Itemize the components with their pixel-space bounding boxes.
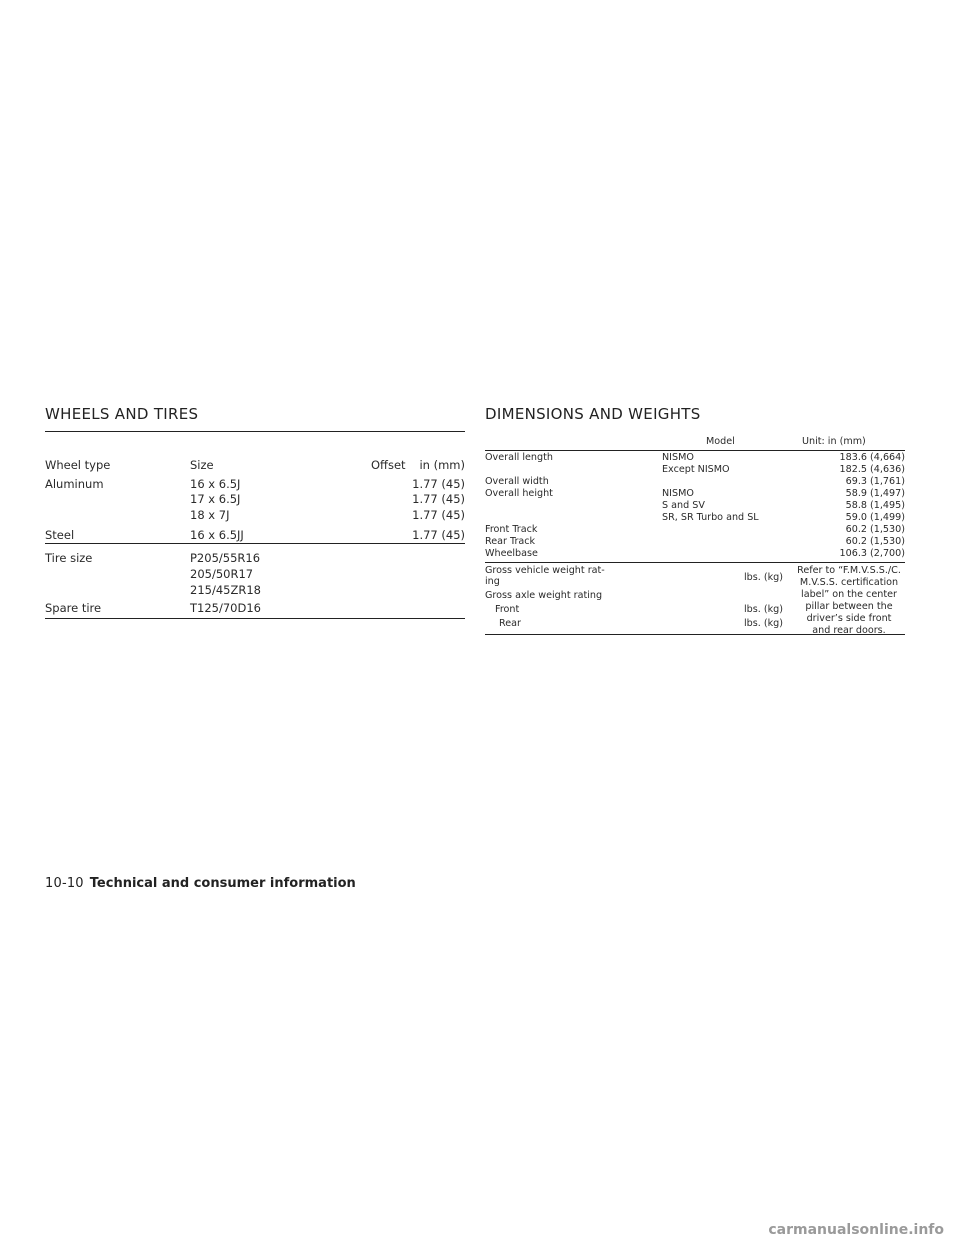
overall-height-model: S and SV bbox=[662, 500, 705, 511]
aluminum-size: 18 x 7J bbox=[190, 508, 230, 522]
overall-height-value: 58.9 (1,497) bbox=[845, 488, 905, 499]
dimensions-header-rule bbox=[485, 450, 905, 451]
aluminum-size: 17 x 6.5J bbox=[190, 492, 241, 506]
note-line: driver’s side front bbox=[806, 613, 892, 624]
gawr-rear-unit: lbs. (kg) bbox=[744, 618, 783, 629]
gawr-rear-label: Rear bbox=[499, 618, 521, 629]
aluminum-offset: 1.77 (45) bbox=[412, 477, 465, 491]
note-line: Refer to “F.M.V.S.S./C. bbox=[797, 565, 901, 576]
page-footer bbox=[45, 876, 356, 891]
steel-offset: 1.77 (45) bbox=[412, 528, 465, 542]
front-track-label: Front Track bbox=[485, 524, 538, 535]
header-unit: Unit: in (mm) bbox=[802, 436, 866, 447]
tire-size-value: 205/50R17 bbox=[190, 567, 254, 581]
overall-length-value: 183.6 (4,664) bbox=[839, 452, 905, 463]
overall-height-model: SR, SR Turbo and SL bbox=[662, 512, 759, 523]
header-wheel-type: Wheel type bbox=[45, 458, 111, 472]
header-model: Model bbox=[706, 436, 735, 447]
gawr-front-unit: lbs. (kg) bbox=[744, 604, 783, 615]
gvwr-label-cont: ing bbox=[485, 576, 500, 587]
note-line: label” on the center bbox=[801, 589, 897, 600]
overall-length-value: 182.5 (4,636) bbox=[839, 464, 905, 475]
wheelbase-label: Wheelbase bbox=[485, 548, 538, 559]
note-line: pillar between the bbox=[805, 601, 893, 612]
wheels-top-rule bbox=[45, 431, 465, 432]
steel-size: 16 x 6.5JJ bbox=[190, 528, 244, 542]
header-offset: Offset bbox=[371, 458, 406, 472]
certification-label-note bbox=[790, 565, 908, 637]
spare-tire-size: T125/70D16 bbox=[190, 601, 261, 615]
dimensions-section-title: DIMENSIONS AND WEIGHTS bbox=[485, 405, 701, 423]
rear-track-value: 60.2 (1,530) bbox=[845, 536, 905, 547]
overall-length-model: Except NISMO bbox=[662, 464, 730, 475]
overall-length-label: Overall length bbox=[485, 452, 553, 463]
gvwr-unit: lbs. (kg) bbox=[744, 572, 783, 583]
wheels-mid-rule bbox=[45, 543, 465, 544]
front-track-value: 60.2 (1,530) bbox=[845, 524, 905, 535]
section-name: Technical and consumer information bbox=[89, 876, 356, 891]
gawr-label: Gross axle weight rating bbox=[485, 590, 603, 601]
aluminum-size: 16 x 6.5J bbox=[190, 477, 241, 491]
overall-height-label: Overall height bbox=[485, 488, 553, 499]
gvwr-label: Gross vehicle weight rat- bbox=[485, 565, 605, 576]
note-line: M.V.S.S. certification bbox=[799, 577, 899, 588]
tire-size-value: P205/55R16 bbox=[190, 551, 261, 565]
page-number: 10-10 bbox=[45, 876, 84, 891]
rear-track-label: Rear Track bbox=[485, 536, 536, 547]
spare-tire-label: Spare tire bbox=[45, 601, 102, 615]
wheels-section-title: WHEELS AND TIRES bbox=[45, 405, 199, 423]
dimensions-mid-rule bbox=[485, 562, 905, 563]
wheel-type-aluminum: Aluminum bbox=[45, 477, 104, 491]
aluminum-offset: 1.77 (45) bbox=[412, 508, 465, 522]
overall-width-label: Overall width bbox=[485, 476, 549, 487]
aluminum-offset: 1.77 (45) bbox=[412, 492, 465, 506]
wheelbase-value: 106.3 (2,700) bbox=[839, 548, 905, 559]
tire-size-label: Tire size bbox=[45, 551, 93, 565]
overall-height-value: 59.0 (1,499) bbox=[845, 512, 905, 523]
gawr-front-label: Front bbox=[495, 604, 520, 615]
watermark: carmanualsonline.info bbox=[768, 1222, 944, 1238]
wheels-bottom-rule bbox=[45, 618, 465, 619]
wheel-type-steel: Steel bbox=[45, 528, 75, 542]
overall-height-model: NISMO bbox=[662, 488, 694, 499]
header-unit: in (mm) bbox=[419, 458, 465, 472]
overall-length-model: NISMO bbox=[662, 452, 694, 463]
overall-height-value: 58.8 (1,495) bbox=[845, 500, 905, 511]
tire-size-value: 215/45ZR18 bbox=[190, 583, 261, 597]
overall-width-value: 69.3 (1,761) bbox=[845, 476, 905, 487]
note-line: and rear doors. bbox=[812, 625, 886, 636]
dimensions-bottom-rule bbox=[485, 634, 905, 635]
header-size: Size bbox=[190, 458, 214, 472]
